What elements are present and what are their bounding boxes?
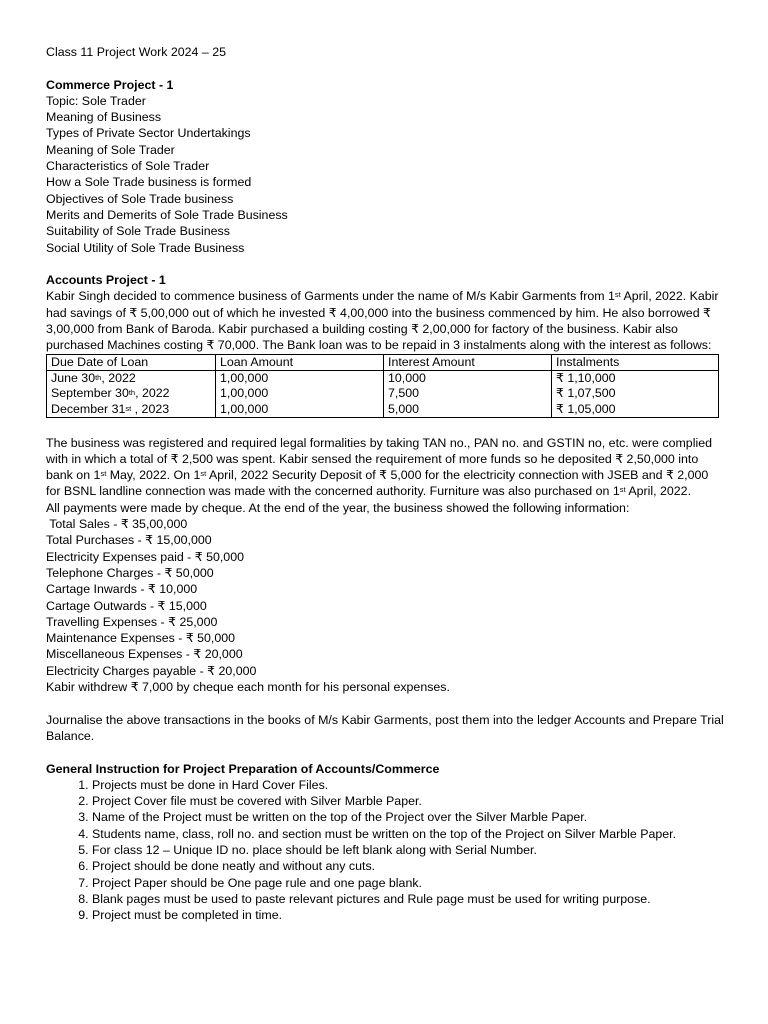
interest-amount-cell: 7,500 [384,386,552,401]
document-body [46,44,726,923]
column-header: Due Date of Loan [47,354,216,370]
loan-repayment-table [46,354,719,419]
commerce-topic-line: Merits and Demerits of Sole Trade Business [46,207,288,222]
info-item: Electricity Charges payable - ₹ 20,000 [46,663,257,678]
commerce-topic-line: Meaning of Sole Trader [46,142,175,157]
loan-amount-cell: 1,00,000 [216,371,384,387]
commerce-topic-line: Social Utility of Sole Trade Business [46,240,245,255]
list-item: 2. Project Cover file must be covered with Silver Marble Paper. [92,793,726,809]
table-row [47,371,719,387]
info-item: Miscellaneous Expenses - ₹ 20,000 [46,647,243,662]
info-item: Total Sales - ₹ 35,00,000 [46,517,188,532]
list-item: 1. Projects must be done in Hard Cover Files. [92,777,726,793]
commerce-topic-line: Topic: Sole Trader [46,93,146,108]
commerce-project-heading: Commerce Project - 1 [46,77,174,92]
loan-amount-cell: 1,00,000 [216,402,384,418]
commerce-topic-line: Types of Private Sector Undertakings [46,126,251,141]
info-item: Travelling Expenses - ₹ 25,000 [46,614,218,629]
commerce-topic-line: Meaning of Business [46,110,162,125]
payments-paragraph: All payments were made by cheque. At the end of the year, the business showed the following information: [46,500,630,515]
journal-instruction: Journalise the above transactions in the books of M/s Kabir Garments, post them into the ledger Accounts and Prepare Trial Balance. [46,712,724,743]
instruction-list [46,777,726,924]
info-item: Cartage Outwards - ₹ 15,000 [46,598,207,613]
info-item: Telephone Charges - ₹ 50,000 [46,565,214,580]
info-item: Kabir withdrew ₹ 7,000 by cheque each month for his personal expenses. [46,680,450,695]
accounts-project-heading: Accounts Project - 1 [46,273,166,288]
commerce-topic-line: Characteristics of Sole Trader [46,159,210,174]
column-header: Interest Amount [384,354,552,370]
list-item: 4. Students name, class, roll no. and section must be written on the top of the Project on Silver Marble Paper. [92,826,726,842]
table-row [47,402,719,418]
document-title: Class 11 Project Work 2024 – 25 [46,45,226,59]
accounts-intro-paragraph: Kabir Singh decided to commence business of Garments under the name of M/s Kabir Garments from 1st April, 2022. Kabir had savings of ₹ 5,00,000 out of which he invested ₹ 4,00,000 into the business commenced by him. He also borrowed ₹ 3,00,000 from Bank of Baroda. Kabir purchased a building costing ₹ 2,00,000 for factory of the business. Kabir also purchased Machines costing ₹ 70,000. The Bank loan was to be repaid in 3 instalments along with the interest as follows: [46,289,719,353]
general-instruction-heading: General Instruction for Project Preparation of Accounts/Commerce [46,761,440,776]
info-item: Maintenance Expenses - ₹ 50,000 [46,631,236,646]
list-item: 8. Blank pages must be used to paste relevant pictures and Rule page must be used for writing purpose. [92,891,726,907]
interest-amount-cell: 5,000 [384,402,552,418]
table-row [47,386,719,401]
commerce-topic-line: How a Sole Trade business is formed [46,175,252,190]
list-item: 9. Project must be completed in time. [92,907,726,923]
info-item: Electricity Expenses paid - ₹ 50,000 [46,549,244,564]
due-date-cell: December 31st , 2023 [47,402,216,418]
commerce-topic-line: Suitability of Sole Trade Business [46,224,230,239]
list-item: 3. Name of the Project must be written on the top of the Project over the Silver Marble Paper. [92,809,726,825]
instalment-cell: ₹ 1,07,500 [552,386,719,401]
column-header: Loan Amount [216,354,384,370]
due-date-cell: September 30th, 2022 [47,386,216,401]
table-header-row [47,354,719,370]
registration-paragraph: The business was registered and required legal formalities by taking TAN no., PAN no. and GSTIN no, etc. were complied with in which a total of ₹ 2,500 was spent. Kabir sensed the requirement of more funds so he deposited ₹ 2,50,000 into bank on 1st May, 2022. On 1st April, 2022 Security Deposit of ₹ 5,000 for the electricity connection with JSEB and ₹ 2,000 for BSNL landline connection was made with the concerned authority. Furniture was also purchased on 1st April, 2022. [46,435,712,499]
info-item: Cartage Inwards - ₹ 10,000 [46,582,198,597]
interest-amount-cell: 10,000 [384,371,552,387]
column-header: Instalments [552,354,719,370]
instalment-cell: ₹ 1,05,000 [552,402,719,418]
commerce-topic-line: Objectives of Sole Trade business [46,191,234,206]
list-item: 6. Project should be done neatly and without any cuts. [92,858,726,874]
due-date-cell: June 30th, 2022 [47,371,216,387]
instalment-cell: ₹ 1,10,000 [552,371,719,387]
info-item: Total Purchases - ₹ 15,00,000 [46,533,212,548]
loan-amount-cell: 1,00,000 [216,386,384,401]
list-item: 5. For class 12 – Unique ID no. place should be left blank along with Serial Number. [92,842,726,858]
list-item: 7. Project Paper should be One page rule and one page blank. [92,875,726,891]
